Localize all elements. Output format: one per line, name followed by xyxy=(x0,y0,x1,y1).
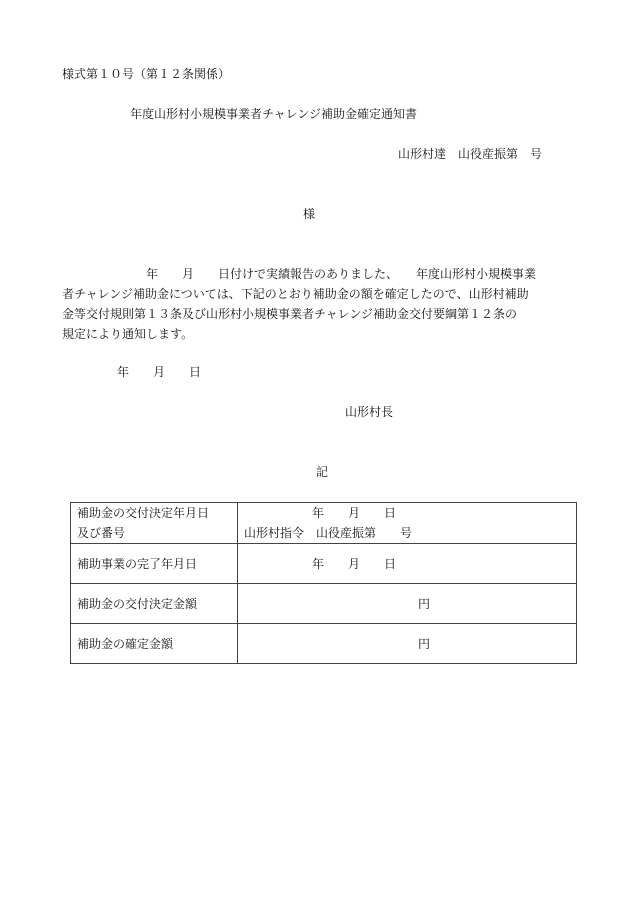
label-line: 補助金の確定金額 xyxy=(77,636,174,651)
value-line: 円 xyxy=(250,636,431,651)
body-line: 規定により通知します。 xyxy=(62,327,194,341)
body-line: 年 月 日付けで実績報告のありました、 年度山形村小規模事業 xyxy=(146,267,537,281)
row-value xyxy=(238,544,577,584)
row-value xyxy=(238,624,577,664)
table-row xyxy=(71,584,577,624)
value-line: 山形村指令 山役産振第 号 xyxy=(244,526,413,540)
label-line: 補助金の交付決定金額 xyxy=(77,596,198,611)
row-label xyxy=(71,544,238,584)
value-line: 年 月 日 xyxy=(252,556,397,571)
row-value xyxy=(238,584,577,624)
issue-number: 山形村達 山役産振第 号 xyxy=(398,147,543,161)
date-line: 年 月 日 xyxy=(117,365,202,379)
row-value xyxy=(238,503,577,544)
value-line: 年 月 日 xyxy=(252,506,397,520)
row-label xyxy=(71,503,238,544)
ki-heading: 記 xyxy=(316,465,329,479)
document-title: 年度山形村小規模事業者チャレンジ補助金確定通知書 xyxy=(130,107,418,121)
form-number: 様式第１０号（第１２条関係） xyxy=(62,67,231,81)
label-line: 及び番号 xyxy=(77,526,126,540)
row-label xyxy=(71,584,238,624)
table-row xyxy=(71,503,577,544)
sender-name: 山形村長 xyxy=(345,405,394,419)
details-table xyxy=(70,502,577,664)
value-line: 円 xyxy=(250,596,431,611)
body-line: 金等交付規則第１３条及び山形村小規模事業者チャレンジ補助金交付要綱第１２条の xyxy=(62,307,518,321)
label-line: 補助事業の完了年月日 xyxy=(77,556,198,571)
label-line: 補助金の交付決定年月日 xyxy=(77,506,210,520)
table-row xyxy=(71,624,577,664)
body-text xyxy=(62,264,582,344)
table-row xyxy=(71,544,577,584)
body-line: 者チャレンジ補助金については、下記のとおり補助金の額を確定したので、山形村補助 xyxy=(62,287,529,301)
row-label xyxy=(71,624,238,664)
addressee: 様 xyxy=(303,207,316,221)
